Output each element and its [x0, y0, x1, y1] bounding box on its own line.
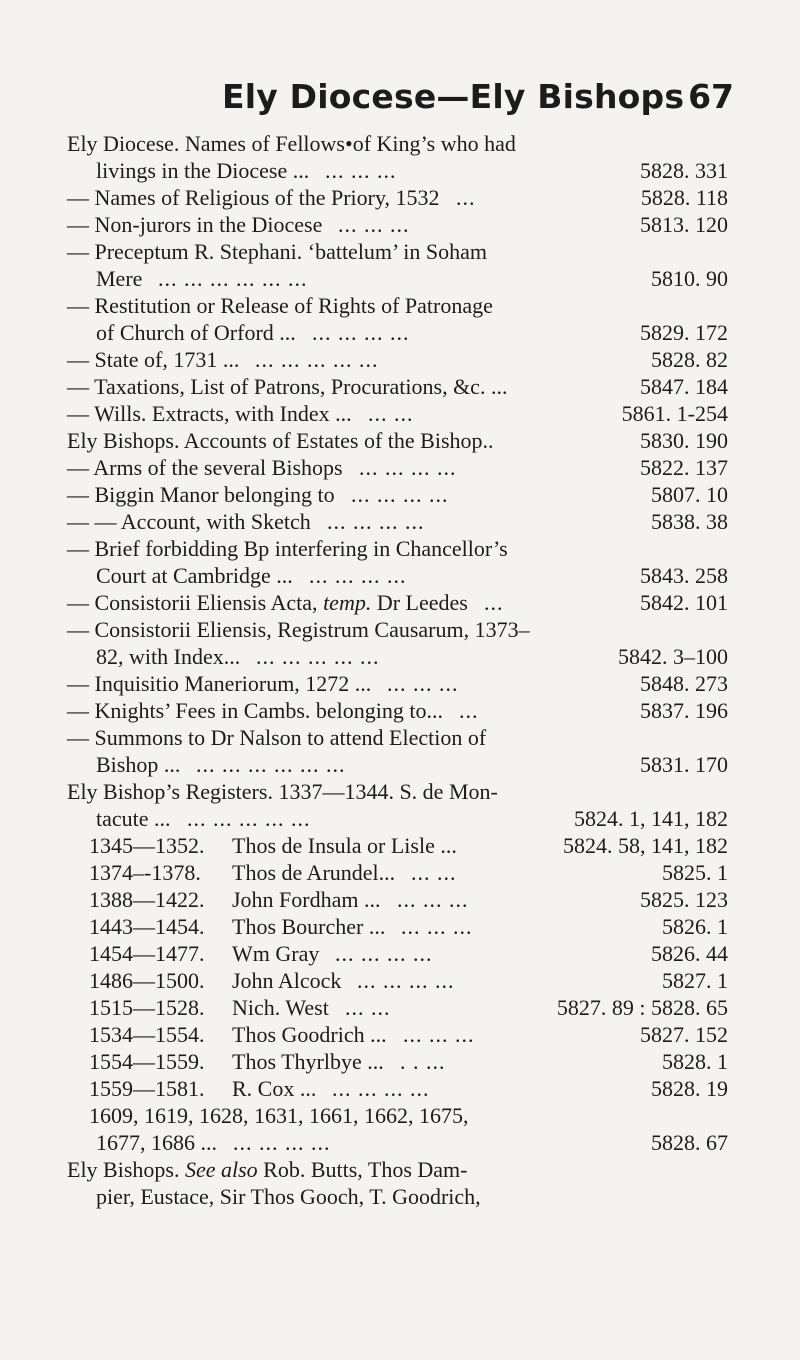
bishop-entry: [0, 1075, 800, 1102]
index-entry: [0, 211, 800, 238]
running-header: [0, 72, 800, 122]
page-reference: 5828. 67: [651, 1130, 728, 1155]
entry-text: of Church of Orford ...: [96, 320, 296, 345]
index-entry: [0, 292, 800, 319]
bishop-name: Thos Thyrlbye ...: [232, 1049, 384, 1074]
entry-text: Mere: [96, 266, 143, 291]
index-entry: [0, 157, 800, 184]
page-reference: 5829. 172: [640, 320, 728, 345]
index-entry: [0, 535, 800, 562]
bishop-years: 1559—1581.: [89, 1076, 205, 1101]
index-entry: [0, 751, 800, 778]
leader-dots: ... ... ... ...: [351, 482, 449, 507]
index-entry: [0, 562, 800, 589]
leader-dots: ...: [484, 590, 504, 615]
index-entry: [0, 373, 800, 400]
entry-text: Bishop ...: [96, 752, 181, 777]
page-reference: 5842. 3–100: [618, 644, 728, 669]
entry-text: 1677, 1686 ...: [96, 1130, 217, 1155]
page-title: Ely Diocese—Ely Bishops: [222, 77, 685, 116]
page-reference: 5848. 273: [640, 671, 728, 696]
page-reference: 5810. 90: [651, 266, 728, 291]
leader-dots: ... ... ... ...: [233, 1130, 331, 1155]
bishop-entry: [0, 1021, 800, 1048]
page-reference: 5807. 10: [651, 482, 728, 507]
index-entry: [0, 346, 800, 373]
entry-text: — Knights’ Fees in Cambs. belonging to...: [67, 698, 444, 723]
bishop-years: 1554—1559.: [89, 1049, 205, 1074]
entry-text: — Brief forbidding Bp interfering in Chancellor’s: [67, 536, 508, 561]
page-reference: 5842. 101: [640, 590, 728, 615]
page-number: 67: [688, 77, 734, 116]
entry-text: pier, Eustace, Sir Thos Gooch, T. Goodrich,: [96, 1184, 481, 1209]
entry-text: — Consistorii Eliensis, Registrum Causarum, 1373–: [67, 617, 530, 642]
leader-dots: ... ... ...: [397, 887, 469, 912]
bishop-name: Thos Bourcher ...: [232, 914, 386, 939]
bishop-name: Nich. West: [232, 995, 329, 1020]
index-entry: [0, 130, 800, 157]
leader-dots: ... ... ... ...: [332, 1076, 430, 1101]
leader-dots: ... ...: [368, 401, 414, 426]
entry-text: Ely Bishop’s Registers. 1337—1344. S. de Mon-: [67, 779, 498, 804]
leader-dots: ... ... ...: [401, 914, 473, 939]
bishop-name: Wm Gray: [232, 941, 320, 966]
entry-text: — — Account, with Sketch: [67, 509, 311, 534]
entry-text: Ely Bishops. See also Rob. Butts, Thos Dam-: [67, 1157, 468, 1182]
page-reference: 5830. 190: [640, 428, 728, 453]
entry-text: — State of, 1731 ...: [67, 347, 240, 372]
index-entry: [0, 427, 800, 454]
index-entry: [0, 805, 800, 832]
entry-text: — Names of Religious of the Priory, 1532: [67, 185, 440, 210]
page-reference: 5828. 82: [651, 347, 728, 372]
entry-text: — Non-jurors in the Diocese: [67, 212, 323, 237]
bishop-name: Thos de Insula or Lisle ...: [232, 833, 457, 858]
leader-dots: ...: [456, 185, 476, 210]
page-reference: 5825. 123: [640, 887, 728, 912]
page-reference: 5813. 120: [640, 212, 728, 237]
leader-dots: ...: [459, 698, 479, 723]
entry-text: — Summons to Dr Nalson to attend Election of: [67, 725, 487, 750]
bishop-entry: [0, 967, 800, 994]
leader-dots: ... ... ... ...: [335, 941, 433, 966]
page-reference: 5824. 58, 141, 182: [563, 833, 728, 858]
leader-dots: ... ... ... ...: [357, 968, 455, 993]
page-reference: 5843. 258: [640, 563, 728, 588]
entry-text: tacute ...: [96, 806, 171, 831]
entry-text: — Restitution or Release of Rights of Patronage: [67, 293, 493, 318]
entry-text: — Arms of the several Bishops: [67, 455, 343, 480]
bishop-entry: [0, 1048, 800, 1075]
leader-dots: ... ... ... ... ...: [255, 347, 379, 372]
index-entry: [0, 508, 800, 535]
bishop-name: Thos de Arundel...: [232, 860, 396, 885]
page-reference: 5826. 1: [662, 914, 728, 939]
index-entry: [0, 1156, 800, 1183]
index-entry: [0, 697, 800, 724]
leader-dots: ... ... ...: [387, 671, 459, 696]
bishop-name: John Alcock: [232, 968, 342, 993]
bishop-years: 1534—1554.: [89, 1022, 205, 1047]
bishop-years: 1443—1454.: [89, 914, 205, 939]
leader-dots: ... ... ... ... ...: [256, 644, 380, 669]
entry-text: Court at Cambridge ...: [96, 563, 293, 588]
page-reference: 5837. 196: [640, 698, 728, 723]
bishop-years: 1388—1422.: [89, 887, 205, 912]
leader-dots: ... ... ... ...: [327, 509, 425, 534]
index-entry: [0, 481, 800, 508]
page-reference: 5828. 1: [662, 1049, 728, 1074]
bishop-years: 1454—1477.: [89, 941, 205, 966]
leader-dots: ... ... ...: [325, 158, 397, 183]
page-reference: 5827. 1: [662, 968, 728, 993]
leader-dots: ... ...: [411, 860, 457, 885]
leader-dots: ... ... ... ...: [359, 455, 457, 480]
entry-text: — Biggin Manor belonging to: [67, 482, 335, 507]
index-entry: [0, 778, 800, 805]
bishop-entry: [0, 859, 800, 886]
entry-text: — Inquisitio Maneriorum, 1272 ...: [67, 671, 372, 696]
bishop-entry: [0, 994, 800, 1021]
leader-dots: . . ...: [400, 1049, 446, 1074]
bishop-name: R. Cox ...: [232, 1076, 317, 1101]
index-entry: [0, 589, 800, 616]
index-list: [0, 130, 800, 1210]
bishop-entry: [0, 832, 800, 859]
leader-dots: ... ... ... ...: [309, 563, 407, 588]
index-entry: [0, 265, 800, 292]
entry-text: Ely Bishops. Accounts of Estates of the Bishop..: [67, 428, 494, 453]
leader-dots: ... ... ...: [338, 212, 410, 237]
entry-text: 82, with Index...: [96, 644, 241, 669]
page-reference: 5826. 44: [651, 941, 728, 966]
entry-text: — Taxations, List of Patrons, Procurations, &c. ...: [67, 374, 508, 399]
index-entry: [0, 1183, 800, 1210]
bishop-years: 1345—1352.: [89, 833, 205, 858]
bishop-years: 1486—1500.: [89, 968, 205, 993]
index-entry: [0, 670, 800, 697]
index-entry: [0, 724, 800, 751]
page-reference: 5847. 184: [640, 374, 728, 399]
index-entry: [0, 319, 800, 346]
page-reference: 5828. 331: [640, 158, 728, 183]
page-reference: 5827. 152: [640, 1022, 728, 1047]
bishop-entry: [0, 940, 800, 967]
bishop-entry: [0, 886, 800, 913]
index-entry: [0, 400, 800, 427]
entry-text: 1609, 1619, 1628, 1631, 1661, 1662, 1675,: [89, 1103, 469, 1128]
entry-text: — Consistorii Eliensis Acta, temp. Dr Leedes: [67, 590, 468, 615]
entry-text: Ely Diocese. Names of Fellows•of King’s who had: [67, 131, 516, 156]
entry-text: livings in the Diocese ...: [96, 158, 310, 183]
page-reference: 5828. 118: [640, 185, 728, 210]
page-reference: 5831. 170: [640, 752, 728, 777]
index-entry: [0, 1102, 800, 1129]
bishop-years: 1374–-1378.: [89, 860, 201, 885]
entry-text: — Preceptum R. Stephani. ‘battelum’ in Soham: [67, 239, 487, 264]
index-entry: [0, 184, 800, 211]
index-entry: [0, 454, 800, 481]
leader-dots: ... ... ... ...: [312, 320, 410, 345]
page-reference: 5861. 1-254: [621, 401, 728, 426]
page-reference: 5828. 19: [651, 1076, 728, 1101]
page-reference: 5825. 1: [662, 860, 728, 885]
page-reference: 5827. 89 : 5828. 65: [556, 995, 728, 1020]
leader-dots: ... ... ... ... ...: [187, 806, 311, 831]
index-entry: [0, 238, 800, 265]
page-reference: 5822. 137: [640, 455, 728, 480]
page-reference: 5824. 1, 141, 182: [574, 806, 728, 831]
entry-text: — Wills. Extracts, with Index ...: [67, 401, 352, 426]
leader-dots: ... ...: [345, 995, 391, 1020]
bishop-name: John Fordham ...: [232, 887, 381, 912]
index-entry: [0, 616, 800, 643]
leader-dots: ... ... ...: [403, 1022, 475, 1047]
leader-dots: ... ... ... ... ... ...: [158, 266, 308, 291]
leader-dots: ... ... ... ... ... ...: [196, 752, 346, 777]
bishop-entry: [0, 913, 800, 940]
bishop-name: Thos Goodrich ...: [232, 1022, 387, 1047]
index-entry: [0, 1129, 800, 1156]
index-entry: [0, 643, 800, 670]
bishop-years: 1515—1528.: [89, 995, 205, 1020]
page-reference: 5838. 38: [651, 509, 728, 534]
